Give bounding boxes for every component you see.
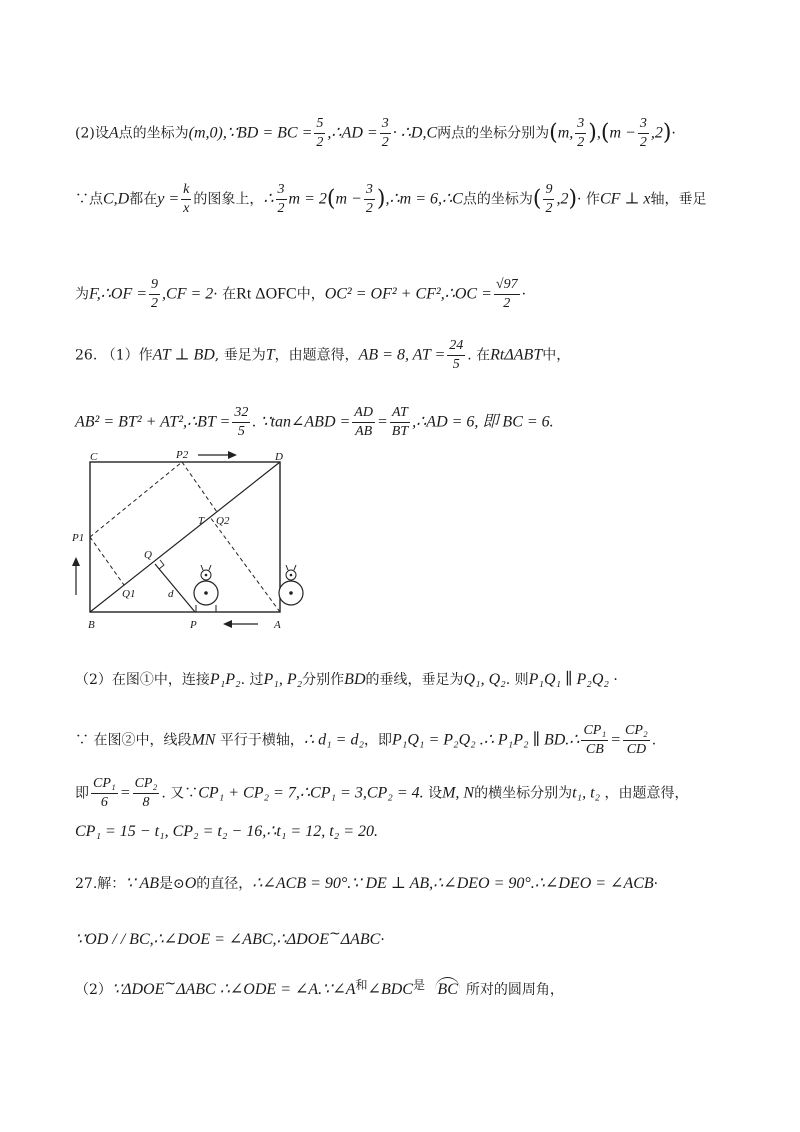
fraction: $\frac{√97}{2}$ bbox=[495, 277, 518, 311]
robot-left-icon bbox=[194, 565, 218, 612]
fraction: $\frac{3}{2}$ bbox=[277, 182, 285, 216]
label-p2: P2 bbox=[176, 449, 189, 461]
fraction: $\frac{24}{5}$ bbox=[449, 338, 464, 372]
label-d: D bbox=[275, 451, 283, 463]
solution-line-p2-1: (2)设A点的坐标为(m,0),∵BD = BC = $\frac{5}{2}$ ,∴AD = $\frac{3}{2}$ · ∴D,C两点的坐标分别为(m, $\frac{3}{2}$ ),(m − $\frac{3}{2}$ ,2)· bbox=[75, 116, 676, 150]
q27-line-3: （2）∵ΔDOE~ΔABC ∴∠ODE = ∠A.∵∠A和∠BDC是 BC 所对的圆周角， bbox=[75, 972, 760, 1002]
math: A bbox=[108, 124, 119, 142]
fraction: $\frac{9}{2}$ bbox=[545, 182, 553, 216]
q27-line-1: 27.解：∵ AB是⊙O的直径，∴∠ACB = 90°.∵ DE ⊥ AB,∴∠DEO = 90°.∴∠DEO = ∠ACB· bbox=[75, 875, 659, 892]
math: ,∴AD = bbox=[327, 124, 378, 142]
fraction: $\frac{AD}{AB}$ bbox=[354, 405, 373, 439]
text: 点的坐标为 bbox=[118, 125, 189, 142]
geometry-figure bbox=[60, 445, 320, 635]
fraction: $\frac{\text{CP₁}}{CB}$ bbox=[583, 723, 607, 757]
label-q2: Q2 bbox=[216, 515, 230, 527]
fraction: $\frac{3}{2}$ bbox=[365, 182, 373, 216]
solution-line-p2-3: 为F,∴OF = $\frac{9}{2}$ ,CF = 2· 在Rt ΔOFC中，OC² = OF² + CF²,∴OC = $\frac{√97}{2}$ · bbox=[75, 277, 527, 311]
label-p: P bbox=[190, 619, 197, 631]
fraction: $\frac{AT}{BT}$ bbox=[391, 405, 409, 439]
q26-line-2: AB² = BT² + AT²,∴BT = $\frac{32}{5}$ . ∵tan∠ABD = $\frac{AD}{AB}$ = $\frac{AT}{BT}$ ,∴AD = 6, 即 BC = 6. bbox=[75, 405, 554, 439]
text: ∵点 bbox=[75, 191, 103, 208]
math: · ∴D,C bbox=[392, 124, 438, 142]
label-b: B bbox=[88, 619, 95, 631]
q26-line-4: ∵ 在图②中，线段MN 平行于横轴，∴ d₁ = d₂，即P₁Q₁ = P₂Q₂ .∴ P₁P₂ ∥ BD.∴ $\frac{\text{CP₁}}{CB}$ = $\frac{\text{CP₂}}{CD}$ . bbox=[75, 723, 657, 757]
fraction: $\frac{\text{CP₂}}{8}$ bbox=[134, 776, 158, 810]
diagonal-bd bbox=[90, 462, 280, 612]
label-d-distance: d bbox=[168, 588, 174, 600]
dashed-p2-q2 bbox=[182, 462, 217, 512]
fraction: $\frac{32}{5}$ bbox=[234, 405, 249, 439]
fraction: $\frac{k}{x}$ bbox=[183, 182, 190, 216]
right-angle-mark bbox=[159, 560, 164, 569]
math: (m,0),∵BD = BC = bbox=[188, 124, 313, 142]
solution-line-p2-2: ∵点C,D都在y = $\frac{k}{x}$ 的图象上，∴ $\frac{3}{2}$ m = 2(m − $\frac{3}{2}$ ),∴m = 6,∴C点的坐标为( $\frac{9}{2}$ ,2)· 作CF ⊥ x轴，垂足 bbox=[75, 182, 707, 216]
q26-line-6: CP₁ = 15 − t₁, CP₂ = t₂ − 16,∴t₁ = 12, t₂ = 20. bbox=[75, 823, 379, 840]
label-q1: Q1 bbox=[122, 588, 136, 600]
fraction: $\frac{\text{CP₁}}{6}$ bbox=[93, 776, 116, 810]
q26-line-1: 26. （1）作AT ⊥ BD, 垂足为T，由题意得，AB = 8, AT = $\frac{24}{5}$ . 在RtΔABT中， bbox=[75, 338, 571, 372]
q26-line-5: 即 $\frac{\text{CP₁}}{6}$ = $\frac{\text{CP₂}}{8}$ . 又∵CP₁ + CP₂ = 7,∴CP₁ = 3,CP₂ = 4. 设M, N的横坐标分别为t₁, t₂ ，由题意得， bbox=[75, 776, 689, 810]
dashed-a-t bbox=[210, 517, 280, 612]
label-q: Q bbox=[144, 549, 152, 561]
fraction: $\frac{5}{2}$ bbox=[316, 116, 324, 150]
label-a: A bbox=[274, 619, 281, 631]
text: 两点的坐标分别为 bbox=[437, 125, 550, 142]
label-c: C bbox=[90, 451, 98, 463]
fraction: $\frac{3}{2}$ bbox=[639, 116, 647, 150]
label-t: T bbox=[198, 515, 205, 527]
dashed-p1-p2 bbox=[90, 462, 182, 537]
q26-line-3: （2）在图①中，连接P₁P₂. 过P₁, P₂分别作BD的垂线，垂足为Q₁, Q₂. 则P₁Q₁ ∥ P₂Q₂ · bbox=[75, 671, 618, 688]
label-p1: P1 bbox=[72, 532, 85, 544]
arc-bc: BC bbox=[435, 977, 459, 1002]
q27-line-2: ∵OD / / BC,∴∠DOE = ∠ABC,∴ΔDOE~ΔABC· bbox=[75, 926, 385, 948]
fraction: $\frac{3}{2}$ bbox=[577, 116, 585, 150]
text: (2)设 bbox=[75, 125, 109, 142]
fraction: $\frac{\text{CP₂}}{CD}$ bbox=[625, 723, 648, 757]
segment-p-q bbox=[155, 564, 195, 612]
fraction: $\frac{3}{2}$ bbox=[381, 116, 389, 150]
fraction: $\frac{9}{2}$ bbox=[151, 277, 159, 311]
robot-right-icon bbox=[279, 565, 303, 605]
dashed-p1-q1 bbox=[90, 537, 124, 585]
